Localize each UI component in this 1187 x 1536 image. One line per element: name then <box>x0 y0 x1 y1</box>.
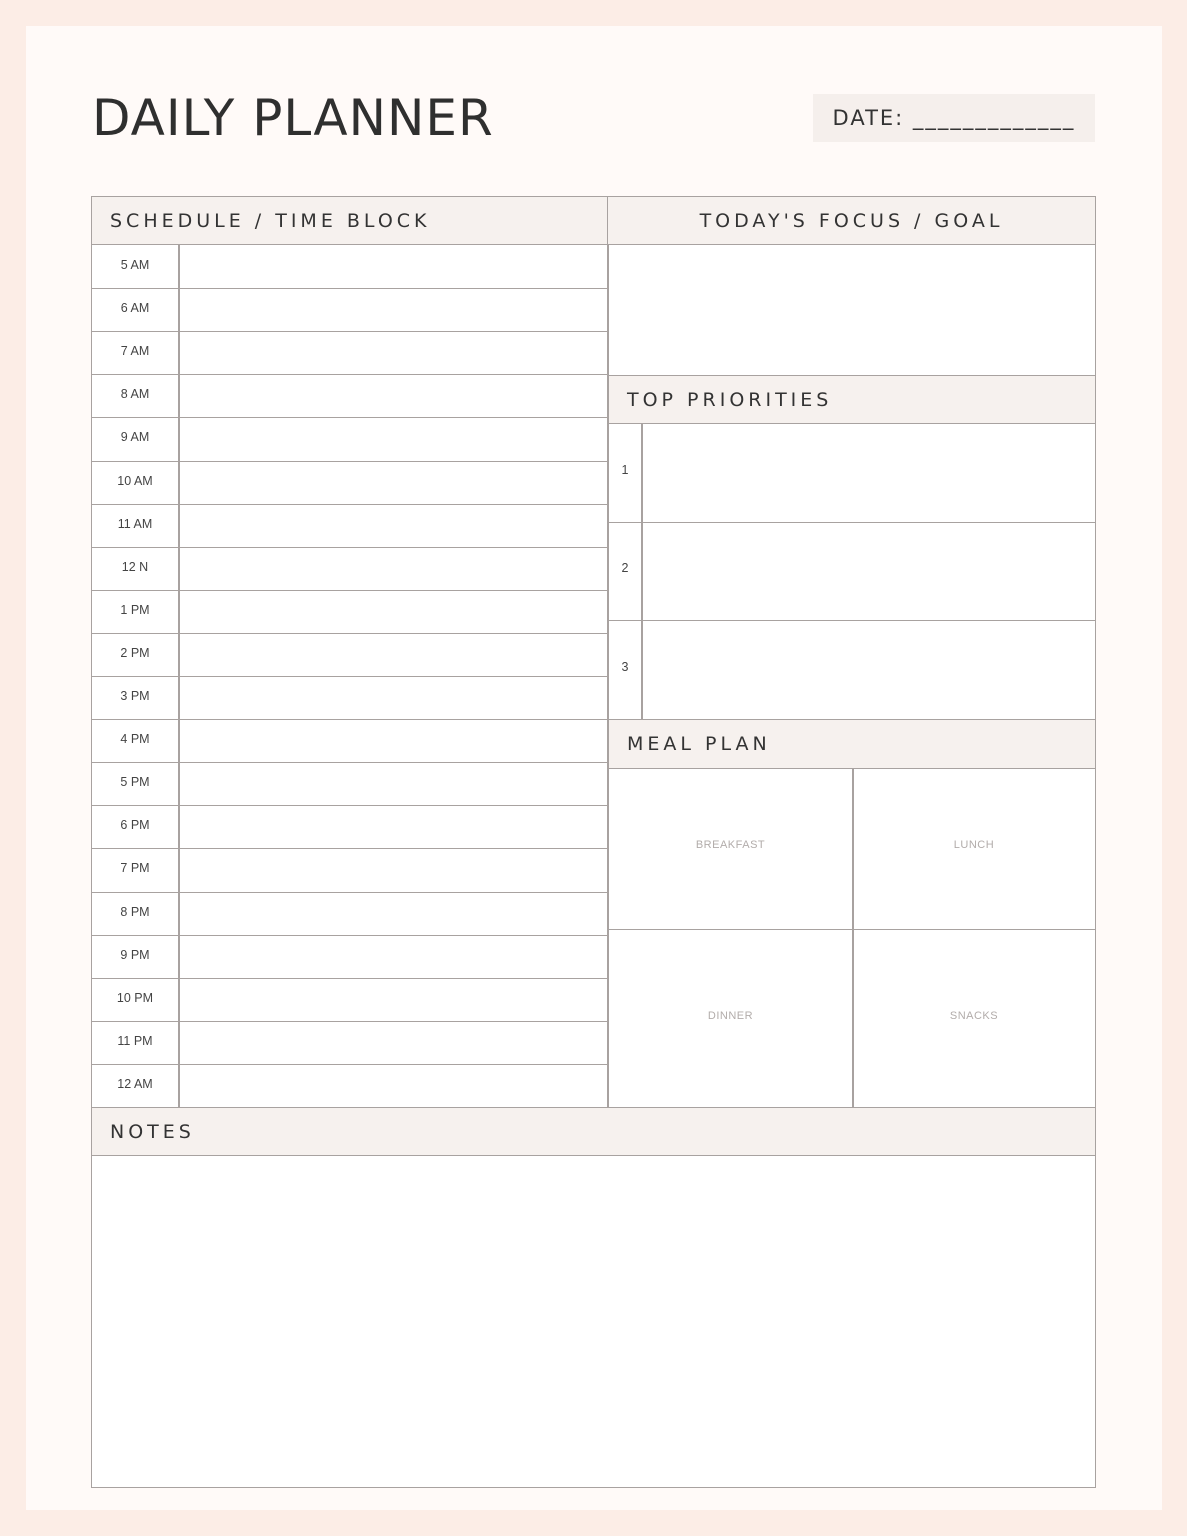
schedule-header <box>92 197 608 245</box>
notes-area[interactable] <box>92 1156 1095 1487</box>
time-label: 11 AM <box>117 516 153 531</box>
time-slot-entry[interactable] <box>180 245 607 288</box>
time-slot-entry[interactable] <box>180 331 607 374</box>
priority-number: 1 <box>621 463 629 477</box>
priority-entry[interactable] <box>643 424 1095 522</box>
time-label: 10 PM <box>116 990 154 1005</box>
time-slot-entry[interactable] <box>180 547 607 590</box>
meal-plan-title: MEAL PLAN <box>627 733 771 755</box>
priorities-header <box>609 375 1095 424</box>
date-field[interactable] <box>813 94 1095 142</box>
priority-number: 3 <box>621 660 629 674</box>
meal-plan-header <box>609 719 1095 769</box>
time-label: 9 PM <box>120 947 150 962</box>
time-slot-entry[interactable] <box>180 805 607 848</box>
time-label: 2 PM <box>120 645 150 660</box>
planner-grid <box>91 196 1096 1488</box>
notes-header <box>92 1107 1095 1156</box>
priority-number: 2 <box>621 561 629 575</box>
time-label: 8 PM <box>120 904 150 919</box>
time-label: 6 AM <box>120 301 150 316</box>
meal-row-divider <box>609 929 1095 930</box>
time-label: 12 N <box>121 559 149 574</box>
time-slot-entry[interactable] <box>180 848 607 891</box>
time-slot-entry[interactable] <box>180 676 607 719</box>
time-slot-entry[interactable] <box>180 978 607 1021</box>
time-slot-entry[interactable] <box>180 1064 607 1107</box>
time-label: 4 PM <box>120 732 150 747</box>
priority-entry[interactable] <box>643 523 1095 620</box>
time-label: 3 PM <box>120 689 150 703</box>
meal-column-divider <box>852 769 854 1107</box>
time-label: 5 PM <box>120 775 150 790</box>
priority-entry[interactable] <box>643 621 1095 719</box>
time-slot-entry[interactable] <box>180 417 607 460</box>
focus-title: TODAY'S FOCUS / GOAL <box>699 209 1004 232</box>
time-slot-entry[interactable] <box>180 719 607 762</box>
time-label: 12 AM <box>117 1076 153 1091</box>
time-column-divider <box>178 245 180 1107</box>
time-slot-entry[interactable] <box>180 892 607 935</box>
time-label: 5 AM <box>120 258 150 272</box>
schedule-title: SCHEDULE / TIME BLOCK <box>110 209 431 232</box>
time-slot-entry[interactable] <box>180 633 607 676</box>
time-slot-entry[interactable] <box>180 504 607 547</box>
meal-breakfast[interactable]: BREAKFAST <box>695 839 766 851</box>
meal-lunch[interactable]: LUNCH <box>953 839 995 851</box>
focus-input-area[interactable] <box>609 245 1095 375</box>
time-label: 10 AM <box>117 473 153 488</box>
meal-dinner[interactable]: DINNER <box>707 1010 754 1022</box>
time-label: 8 AM <box>120 387 150 402</box>
time-label: 11 PM <box>117 1033 153 1048</box>
time-slot-entry[interactable] <box>180 762 607 805</box>
time-label: 7 PM <box>120 861 150 876</box>
time-slot-entry[interactable] <box>180 288 607 331</box>
date-label: DATE: _____________ <box>832 106 1076 130</box>
time-label: 7 AM <box>120 344 150 359</box>
time-slot-entry[interactable] <box>180 1021 607 1064</box>
time-label: 6 PM <box>120 818 150 833</box>
page-title: DAILY PLANNER <box>92 89 494 147</box>
time-slot-entry[interactable] <box>180 590 607 633</box>
focus-header <box>608 197 1095 245</box>
time-label: 1 PM <box>120 602 150 617</box>
meal-snacks[interactable]: SNACKS <box>949 1010 999 1022</box>
time-slot-entry[interactable] <box>180 935 607 978</box>
time-slot-entry[interactable] <box>180 374 607 417</box>
notes-title: NOTES <box>110 1120 195 1143</box>
time-label: 9 AM <box>120 430 150 445</box>
time-slot-entry[interactable] <box>180 461 607 504</box>
priorities-title: TOP PRIORITIES <box>627 388 833 411</box>
